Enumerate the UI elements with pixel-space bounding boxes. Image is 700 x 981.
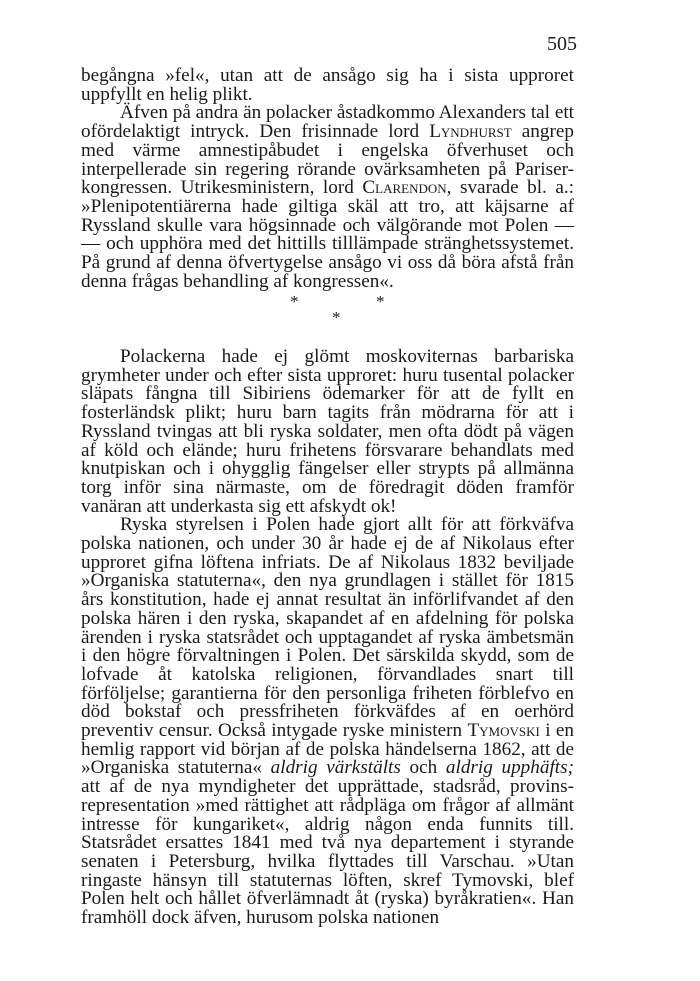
paragraph-3: Polackerna hade ej glömt moskoviternas barbariska grymheter under och efter sista upproret: huru tusental polacker släpats fångna till Sibiriens ödemarker för att de fyllt en fosterländsk plikt; huru barn tagits från mödrarna för att i Ryssland tvingas att bli ryska soldater, men ofta dödt på vägen af köld och elände; huru frihetens försvarare behandlats med knutpiskan och i ohygglig fängelser eller strypts på allmänna torg inför sina närmaste, om de föredragit döden framför vanäran att underkasta sig ett afskydt ok! <box>81 346 574 517</box>
paragraph-1: begångna »fel«, utan att de ansågo sig ha i sista upproret uppfyllt en helig plikt. <box>81 65 574 105</box>
paragraph-2 <box>81 104 574 291</box>
person-name-lyndhurst: Lyndhurst <box>429 121 512 143</box>
emphasis-never-repealed: aldrig upphäfts; <box>445 757 574 779</box>
separator-star: * <box>290 292 299 311</box>
paragraph-2-text-a: Äfven på andra än polacker åstadkommo Alexanders tal ett ofördelaktigt intryck. Den frisinnade lord <box>81 102 574 143</box>
section-separator <box>250 292 410 332</box>
emphasis-never-implemented: aldrig värkstälts <box>270 757 401 779</box>
paragraph-2-text-b: angrep med värme amnestipåbudet i engelska öfverhuset och interpellerade sin regering rörande ovärksamheten på Pariser-kongressen. Utrikesministern, lord <box>81 121 574 199</box>
person-name-tymovski: Tymovski <box>467 720 540 742</box>
paragraph-2-text-c: , svarade bl. a.: »Plenipotentiärerna hade giltiga skäl att tro, att käjsarne af Ryssland skulle vara högsinnade och välgörande mot Polen — — och upphöra med det hittills tilllämpade stränghetssystemet. På grund af denna öfvertygelse ansågo vi oss då böra afstå från denna frågas behandling af kongressen«. <box>81 177 574 292</box>
separator-star: * <box>332 308 341 327</box>
paragraph-4 <box>81 516 574 927</box>
separator-star: * <box>376 292 385 311</box>
page-number: 505 <box>547 33 577 55</box>
paragraph-4-text-b: i en hemlig rapport vid början af de polska händelserna 1862, att de »Organiska statuterna« <box>81 720 574 779</box>
paragraph-4-text-c: och <box>400 757 446 779</box>
paragraph-4-text-a: Ryska styrelsen i Polen hade gjort allt för att förkväfva polska nationen, och under 30 år hade ej de af Nikolaus efter upproret gifna löftena infriats. De af Nikolaus 1832 beviljade »Organiska statuterna«, den nya grundlagen i stället för 1815 års konstitution, hade ej annat resultat än införlifvandet af den polska hären i den ryska, skapandet af en afdelning för polska ärenden i ryska statsrådet och upptagandet af ryska ämbetsmän i den högre förvaltningen i Polen. Det särskilda skydd, som de lofvade åt katolska religionen, förvandlades snart till förföljelse; garantierna för den personliga friheten förblefvo en död bokstaf och pressfriheten förkväfdes af en oerhörd preventiv censur. Också intygade ryske ministern <box>81 514 574 742</box>
text-section-1 <box>81 67 574 291</box>
person-name-clarendon: Clarendon <box>362 177 447 199</box>
text-section-2 <box>81 348 574 928</box>
paragraph-4-text-d: att af de nya myndigheter det upprättade, stadsråd, provins-representation »med rättighet att rådpläga om frågor af allmänt intresse för kungariket«, aldrig någon enda funnits till. Statsrådet ersattes 1841 med två nya departement i styrande senaten i Petersburg, hvilka flyttades till Varschau. »Utan ringaste hänsyn till statuternas löften, skref Tymovski, blef Polen helt och hållet öfverlämnadt åt (ryska) byråkratien«. Han framhöll dock äfven, hurusom polska nationen <box>81 776 574 929</box>
